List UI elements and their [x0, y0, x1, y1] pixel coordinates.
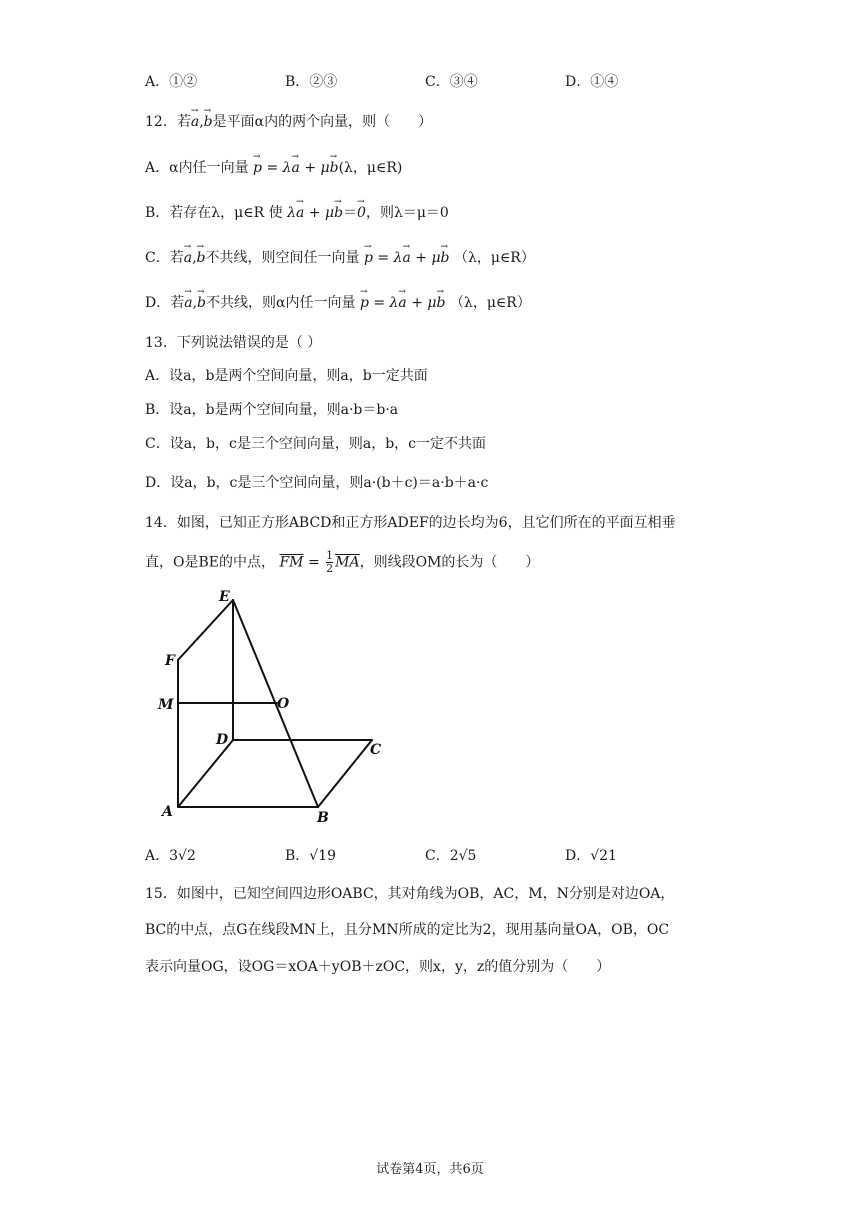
q14-stem-line1: 14．如图，已知正方形ABCD和正方形ADEF的边长均为6，且它们所在的平面互相垂 — [145, 515, 676, 531]
q11-option-d: D．①④ — [565, 74, 619, 90]
q14-option-d: D．√21 — [565, 848, 617, 864]
q13-option-a: A．设a，b是两个空间向量，则a，b一定共面 — [145, 368, 428, 384]
q13-option-c: C．设a，b，c是三个空间向量，则a，b，c一定不共面 — [145, 436, 487, 452]
q13-option-d: D．设a，b，c是三个空间向量，则a·(b＋c)＝a·b＋a·c — [145, 475, 489, 491]
edge-ad — [178, 740, 233, 807]
q15-stem-line3: 表示向量OG，设OG＝xOA＋yOB＋zOC，则x，y，z的值分别为（ ） — [145, 959, 611, 975]
q12-option-d: D．若→ a,→ b不共线，则α内任一向量 → p = λ→ a + μ→ b （λ，μ∈R） — [145, 293, 531, 313]
q15-stem-line1: 15．如图中，已知空间四边形OABC，其对角线为OB，AC，M，N分别是对边OA， — [145, 886, 675, 902]
q14-option-c: C．2√5 — [425, 848, 477, 864]
edge-ef — [178, 600, 233, 660]
q12-option-a: A．α内任一向量 → p = λ→ a + μ→ b(λ，μ∈R) — [145, 158, 402, 178]
label-f: F — [165, 653, 175, 669]
q11-option-a: A．①② — [145, 74, 198, 90]
q12-option-c: C．若→ a,→ b不共线，则空间任一向量 → p = λ→ a + μ→ b （λ，μ∈R） — [145, 248, 535, 268]
page-footer: 试卷第4页，共6页 — [376, 1162, 484, 1177]
label-d: D — [216, 732, 229, 748]
label-o: O — [277, 696, 290, 712]
q15-stem-line2: BC的中点，点G在线段MN上，且分MN所成的定比为2，现用基向量OA，OB，OC — [145, 922, 670, 938]
q13-option-b: B．设a，b是两个空间向量，则a·b＝b·a — [145, 402, 399, 418]
q12-option-b: B．若存在λ，μ∈R 使 λ→ a + μ→ b＝→ 0，则λ＝μ＝0 — [145, 203, 449, 223]
q14-options — [145, 846, 705, 866]
q11-options — [145, 72, 705, 92]
q14-stem-line2: 直，O是BE的中点， $\overline{FM}$ = $\frac{1}{2}$ $\overline{MA}$，则线段OM的长为（ ） — [145, 549, 540, 575]
geometry-figure — [150, 585, 400, 825]
q12-stem: 12．若→ a,→ b是平面α内的两个向量，则（ ） — [145, 112, 432, 132]
q11-option-b: B．②③ — [285, 74, 338, 90]
edge-bc — [318, 740, 372, 807]
q14-option-b: B．√19 — [285, 848, 337, 864]
label-m: M — [158, 697, 174, 713]
q13-stem: 13．下列说法错误的是（ ） — [145, 335, 322, 351]
label-c: C — [370, 742, 382, 758]
label-e: E — [219, 589, 230, 605]
label-b: B — [317, 810, 329, 825]
q11-option-c: C．③④ — [425, 74, 478, 90]
label-a: A — [162, 804, 173, 820]
q14-option-a: A．3√2 — [145, 848, 196, 864]
